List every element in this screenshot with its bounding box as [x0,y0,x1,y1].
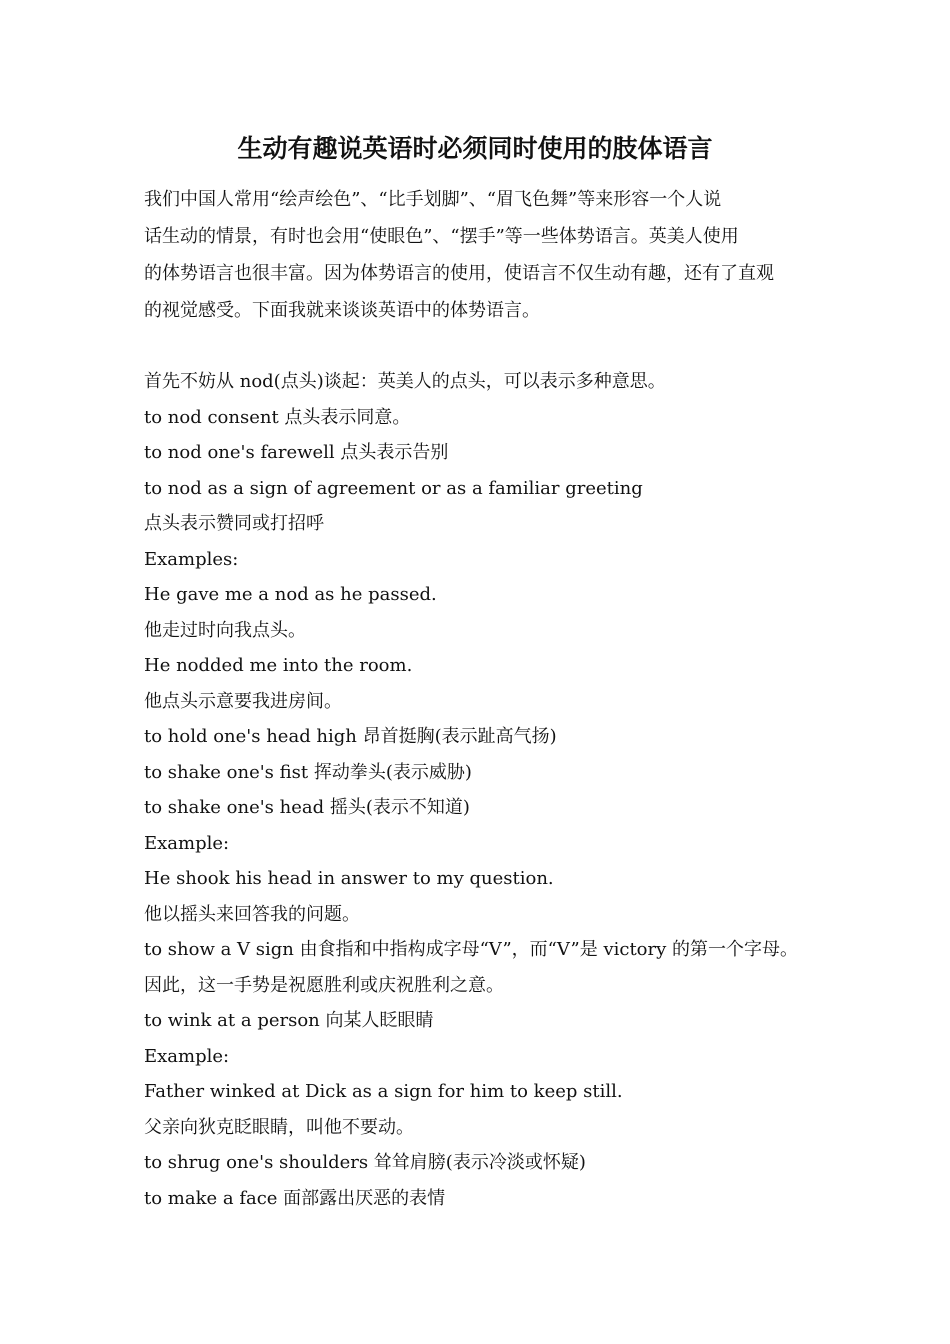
body-line: to wink at a person 向某人眨眼睛 [144,1010,434,1031]
body-line: Father winked at Dick as a sign for him to keep still. [144,1081,623,1102]
body-line: Examples: [144,548,239,570]
body-line: He shook his head in answer to my question. [144,868,554,889]
body-line: to nod one's farewell 点头表示告别 [144,442,449,463]
body-line: 他点头示意要我进房间。 [144,690,342,712]
intro-line: 话生动的情景，有时也会用“使眼色”、“摆手”等一些体势语言。英美人使用 [144,226,739,247]
body-line: to nod consent 点头表示同意。 [144,406,411,428]
intro-paragraph [144,181,812,329]
body-line: 点头表示赞同或打招呼 [144,513,324,534]
body-line: Example: [144,832,230,854]
body-line: to shake one's fist 挥动拳头(表示威胁) [144,761,472,783]
body-line: Example: [144,1045,230,1067]
intro-line: 我们中国人常用“绘声绘色”、“比手划脚”、“眉飞色舞”等来形容一个人说 [144,189,722,210]
body-line: He gave me a nod as he passed. [144,584,437,605]
body-text [144,364,844,1216]
document-title: 生动有趣说英语时必须同时使用的肢体语言 [237,134,713,163]
body-line: 父亲向狄克眨眼睛，叫他不要动。 [144,1116,414,1138]
body-line: 他以摇头来回答我的问题。 [144,903,360,925]
body-line: to shrug one's shoulders 耸耸肩膀(表示冷淡或怀疑) [144,1152,586,1173]
body-line: to hold one's head high 昂首挺胸(表示趾高气扬) [144,726,557,747]
body-line: He nodded me into the room. [144,655,413,676]
body-line: 因此，这一手势是祝愿胜利或庆祝胜利之意。 [144,974,504,996]
body-line: 他走过时向我点头。 [144,619,306,641]
body-line: 首先不妨从 nod(点头)谈起：英美人的点头，可以表示多种意思。 [144,371,666,392]
body-line: to make a face 面部露出厌恶的表情 [144,1187,446,1209]
intro-line: 的体势语言也很丰富。因为体势语言的使用，使语言不仅生动有趣，还有了直观 [144,263,774,284]
body-line: to nod as a sign of agreement or as a familiar greeting [144,477,643,499]
body-line: to show a V sign 由食指和中指构成字母“V”，而“V”是 victory 的第一个字母。 [144,939,799,960]
intro-line: 的视觉感受。下面我就来谈谈英语中的体势语言。 [144,300,540,321]
body-line: to shake one's head 摇头(表示不知道) [144,797,470,818]
